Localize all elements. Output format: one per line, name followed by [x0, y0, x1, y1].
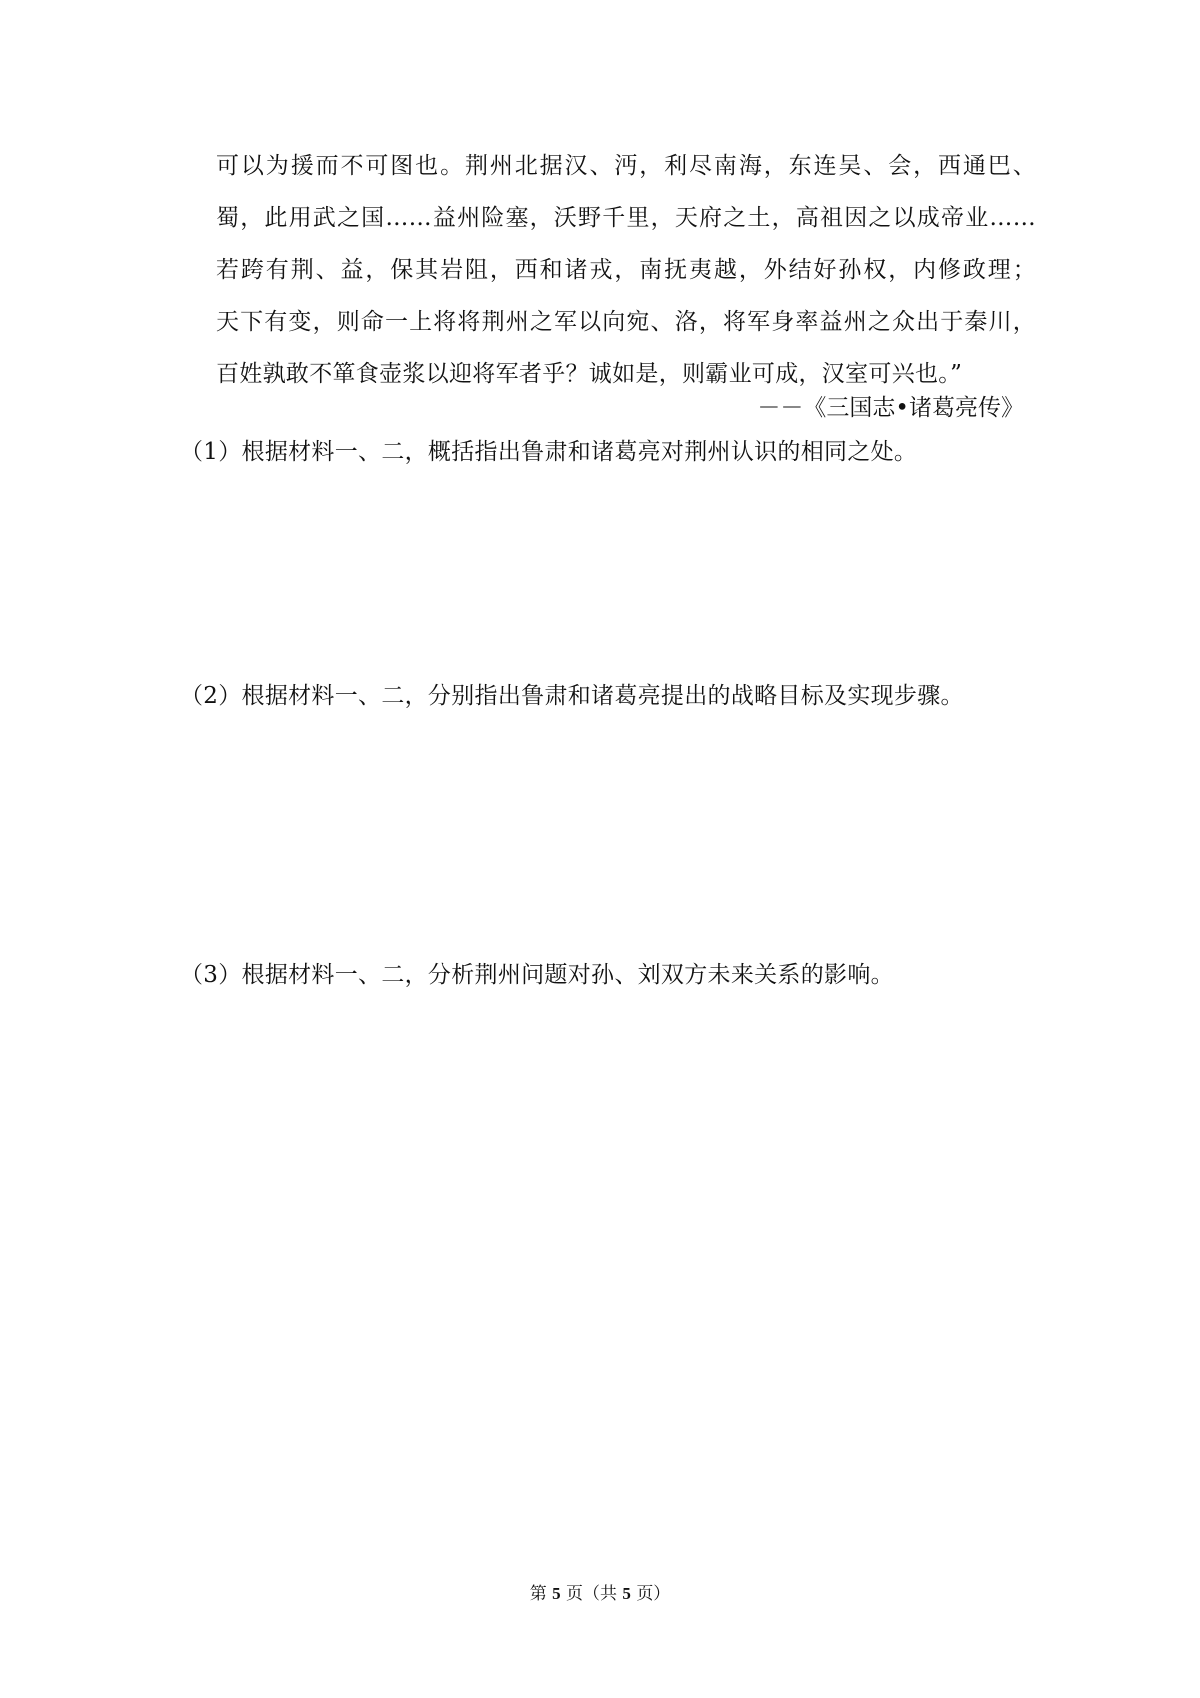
passage-line: 蜀，此用武之国……益州险塞，沃野千里，天府之土，高祖因之以成帝业……	[216, 205, 1036, 231]
footer-total-pages: 5	[622, 1584, 631, 1603]
source-passage	[216, 140, 1036, 400]
footer-middle: 页（共	[566, 1584, 617, 1604]
question-1: （1）根据材料一、二，概括指出鲁肃和诸葛亮对荆州认识的相同之处。	[180, 439, 918, 465]
footer-page-number: 5	[552, 1584, 561, 1603]
footer-prefix: 第	[529, 1584, 547, 1604]
passage-line: 若跨有荆、益，保其岩阻，西和诸戎，南抚夷越，外结好孙权，内修政理；	[216, 257, 1036, 283]
passage-citation: －－《三国志•诸葛亮传》	[757, 395, 1024, 421]
passage-line: 百姓孰敢不箪食壶浆以迎将军者乎？诚如是，则霸业可成，汉室可兴也。”	[216, 361, 963, 387]
page-footer	[0, 1582, 1200, 1606]
question-3: （3）根据材料一、二，分析荆州问题对孙、刘双方未来关系的影响。	[180, 962, 894, 988]
footer-suffix: 页）	[636, 1584, 671, 1604]
question-2: （2）根据材料一、二，分别指出鲁肃和诸葛亮提出的战略目标及实现步骤。	[180, 683, 964, 709]
passage-line: 可以为援而不可图也。荆州北据汉、沔，利尽南海，东连吴、会，西通巴、	[216, 153, 1036, 179]
passage-line: 天下有变，则命一上将将荆州之军以向宛、洛，将军身率益州之众出于秦川，	[216, 309, 1036, 335]
